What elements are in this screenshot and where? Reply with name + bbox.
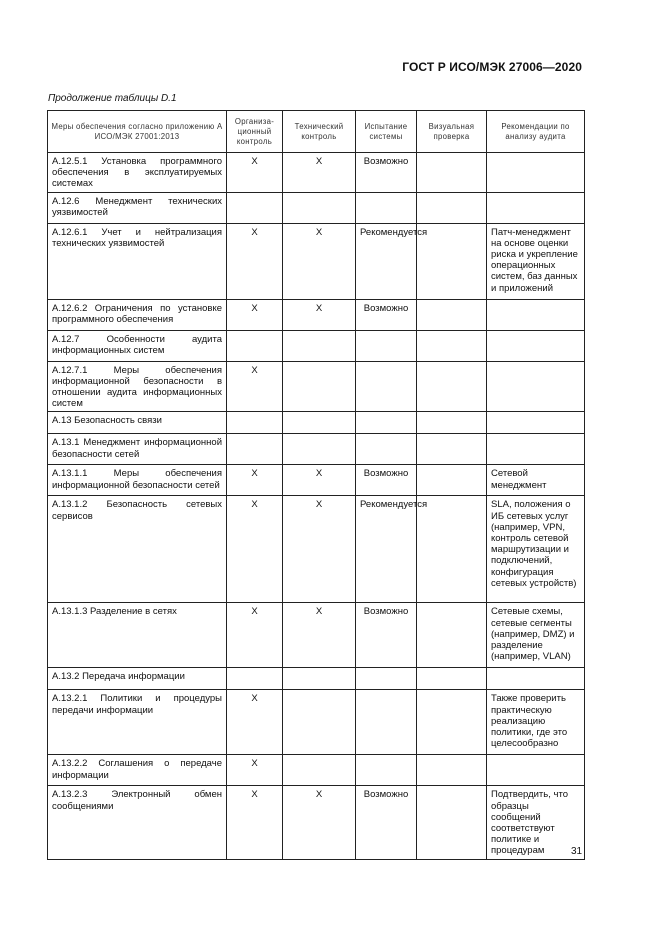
recommendation-cell: Сетевые схемы, сетевые сегменты (например, DMZ) и разделение (например, VLAN) — [487, 603, 585, 668]
column-header-recommendations: Рекомендации по анализу аудита — [487, 111, 585, 153]
organizational-cell: X — [227, 690, 283, 755]
column-header-technical: Технический контроль — [283, 111, 356, 153]
system-test-cell: Возможно — [356, 299, 417, 330]
system-test-cell: Возможно — [356, 465, 417, 496]
table-row — [48, 755, 585, 786]
organizational-cell — [227, 412, 283, 434]
column-header-visual-check: Визуальная проверка — [417, 111, 487, 153]
technical-cell — [283, 434, 356, 465]
measure-cell: A.13.2.1 Политики и процедуры передачи информации — [48, 690, 227, 755]
system-test-cell — [356, 330, 417, 361]
organizational-cell: X — [227, 299, 283, 330]
table-row — [48, 496, 585, 603]
organizational-cell: X — [227, 755, 283, 786]
visual-check-cell — [417, 465, 487, 496]
technical-cell: X — [283, 299, 356, 330]
measure-cell: A.13.1.2 Безопасность сетевых сервисов — [48, 496, 227, 603]
measure-cell: A.12.7 Особенности аудита информационных систем — [48, 330, 227, 361]
system-test-cell — [356, 434, 417, 465]
technical-cell: X — [283, 496, 356, 603]
standard-title: ГОСТ Р ИСО/МЭК 27006—2020 — [402, 60, 582, 74]
organizational-cell — [227, 668, 283, 690]
table-header-row — [48, 111, 585, 153]
measure-cell: A.13.1.3 Разделение в сетях — [48, 603, 227, 668]
organizational-cell — [227, 434, 283, 465]
system-test-cell — [356, 192, 417, 223]
table-row — [48, 668, 585, 690]
measure-cell: A.13.2.2 Соглашения о передаче информации — [48, 755, 227, 786]
visual-check-cell — [417, 223, 487, 299]
table-row — [48, 786, 585, 859]
recommendation-cell: Также проверить практическую реализацию политики, где это целесообразно — [487, 690, 585, 755]
table-row — [48, 299, 585, 330]
system-test-cell — [356, 690, 417, 755]
column-header-system-test: Испытание системы — [356, 111, 417, 153]
visual-check-cell — [417, 603, 487, 668]
technical-cell — [283, 412, 356, 434]
recommendation-cell — [487, 412, 585, 434]
table-row — [48, 465, 585, 496]
technical-cell: X — [283, 603, 356, 668]
visual-check-cell — [417, 755, 487, 786]
measure-cell: A.12.6.1 Учет и нейтрализация технических уязвимостей — [48, 223, 227, 299]
visual-check-cell — [417, 668, 487, 690]
recommendation-cell — [487, 330, 585, 361]
visual-check-cell — [417, 496, 487, 603]
technical-cell — [283, 690, 356, 755]
organizational-cell: X — [227, 223, 283, 299]
recommendation-cell — [487, 434, 585, 465]
controls-table — [47, 110, 585, 860]
recommendation-cell — [487, 153, 585, 193]
table-row — [48, 223, 585, 299]
visual-check-cell — [417, 434, 487, 465]
system-test-cell: Рекомендуется — [356, 496, 417, 603]
visual-check-cell — [417, 192, 487, 223]
organizational-cell: X — [227, 465, 283, 496]
table-row — [48, 603, 585, 668]
technical-cell — [283, 330, 356, 361]
organizational-cell — [227, 192, 283, 223]
technical-cell: X — [283, 223, 356, 299]
table-row — [48, 690, 585, 755]
organizational-cell: X — [227, 786, 283, 859]
visual-check-cell — [417, 690, 487, 755]
technical-cell — [283, 192, 356, 223]
visual-check-cell — [417, 299, 487, 330]
system-test-cell: Возможно — [356, 786, 417, 859]
recommendation-cell — [487, 361, 585, 412]
technical-cell — [283, 668, 356, 690]
system-test-cell: Возможно — [356, 153, 417, 193]
table-row — [48, 361, 585, 412]
measure-cell: A.12.5.1 Установка программного обеспечения в эксплуатируемых системах — [48, 153, 227, 193]
recommendation-cell: Сетевой менеджмент — [487, 465, 585, 496]
table-row — [48, 153, 585, 193]
table-row — [48, 412, 585, 434]
visual-check-cell — [417, 330, 487, 361]
organizational-cell: X — [227, 361, 283, 412]
measure-cell: A.13.1.1 Меры обеспечения информационной безопасности сетей — [48, 465, 227, 496]
recommendation-cell — [487, 755, 585, 786]
table-row — [48, 330, 585, 361]
recommendation-cell: SLA, положения о ИБ сетевых услуг (например, VPN, контроль сетевой маршрутизации и подключений, конфигурация сетевых устройств) — [487, 496, 585, 603]
measure-cell: A.13.2 Передача информации — [48, 668, 227, 690]
recommendation-cell: Подтвердить, что образцы сообщений соответствуют политике и процедурам — [487, 786, 585, 859]
system-test-cell — [356, 668, 417, 690]
recommendation-cell — [487, 192, 585, 223]
system-test-cell — [356, 755, 417, 786]
technical-cell: X — [283, 465, 356, 496]
visual-check-cell — [417, 153, 487, 193]
recommendation-cell: Патч-менеджмент на основе оценки риска и укрепление операционных систем, баз данных и приложений — [487, 223, 585, 299]
measure-cell: A.13.2.3 Электронный обмен сообщениями — [48, 786, 227, 859]
recommendation-cell — [487, 668, 585, 690]
column-header-organizational: Организа-ционный контроль — [227, 111, 283, 153]
technical-cell — [283, 361, 356, 412]
measure-cell: A.12.6.2 Ограничения по установке программного обеспечения — [48, 299, 227, 330]
table-caption: Продолжение таблицы D.1 — [48, 93, 177, 104]
organizational-cell: X — [227, 603, 283, 668]
recommendation-cell — [487, 299, 585, 330]
system-test-cell — [356, 412, 417, 434]
technical-cell — [283, 755, 356, 786]
column-header-measures: Меры обеспечения согласно приложению А ИСО/МЭК 27001:2013 — [48, 111, 227, 153]
technical-cell: X — [283, 153, 356, 193]
visual-check-cell — [417, 786, 487, 859]
system-test-cell: Возможно — [356, 603, 417, 668]
measure-cell: A.13.1 Менеджмент информационной безопасности сетей — [48, 434, 227, 465]
visual-check-cell — [417, 412, 487, 434]
page-number: 31 — [571, 846, 583, 857]
measure-cell: A.12.7.1 Меры обеспечения информационной безопасности в отношении аудита информационных систем — [48, 361, 227, 412]
technical-cell: X — [283, 786, 356, 859]
system-test-cell: Рекомендуется — [356, 223, 417, 299]
organizational-cell: X — [227, 496, 283, 603]
system-test-cell — [356, 361, 417, 412]
measure-cell: A.12.6 Менеджмент технических уязвимостей — [48, 192, 227, 223]
organizational-cell — [227, 330, 283, 361]
table-body — [48, 153, 585, 860]
table-row — [48, 192, 585, 223]
measure-cell: A.13 Безопасность связи — [48, 412, 227, 434]
organizational-cell: X — [227, 153, 283, 193]
visual-check-cell — [417, 361, 487, 412]
table-row — [48, 434, 585, 465]
